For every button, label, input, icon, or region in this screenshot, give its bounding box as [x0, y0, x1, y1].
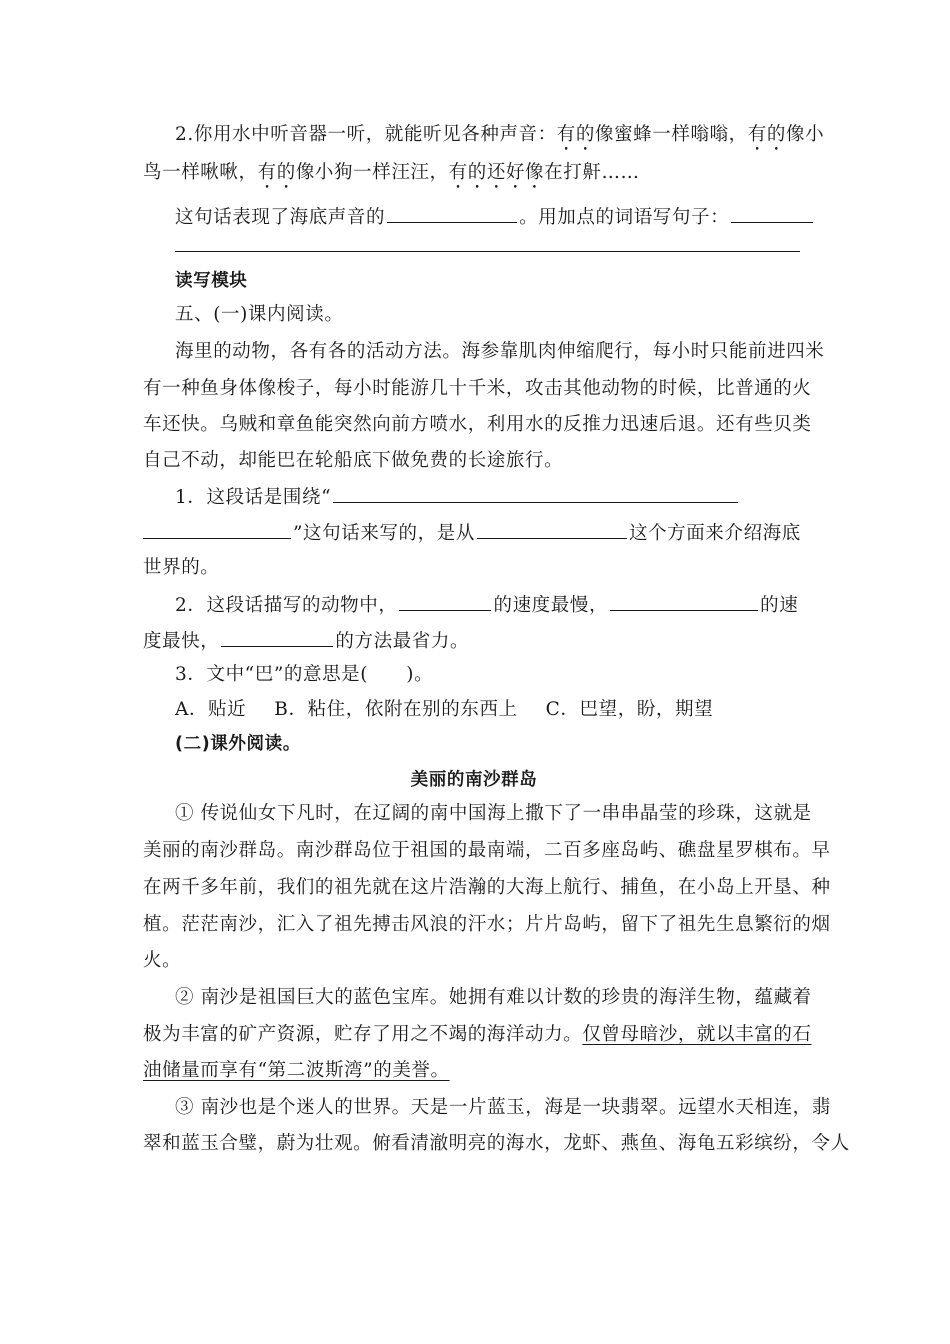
- passage1-line: 有一种鱼身体像梭子，每小时能游几十千米，攻击其他动物的时候，比普通的火: [143, 378, 812, 399]
- answer-blank[interactable]: [387, 203, 517, 223]
- dotted-word: 有的: [448, 162, 487, 183]
- p1-question-2-cont: 度最快， 的方法最省力。: [143, 627, 813, 655]
- section-title: 读写模块: [175, 271, 248, 291]
- answer-blank[interactable]: [143, 519, 291, 539]
- para2-line: [143, 1058, 813, 1084]
- para1-line: 在两千多年前，我们的祖先就在这片浩瀚的大海上航行、捕鱼，在小岛上开垦、种: [143, 877, 831, 898]
- passage1-line: 车还快。乌贼和章鱼能突然向前方喷水，利用水的反推力迅速后退。还有些贝类: [143, 414, 812, 435]
- answer-blank[interactable]: [610, 591, 758, 611]
- answer-line[interactable]: [175, 251, 800, 252]
- option-c[interactable]: C．巴望，盼，期望: [545, 699, 714, 720]
- dotted-word: 有的: [556, 124, 595, 145]
- article-title: 美丽的南沙群岛: [410, 770, 538, 790]
- answer-blank[interactable]: [221, 627, 333, 647]
- q2-line-1: 2.你用水中听音器一听，就能听见各种声音：有的像蜜蜂一样嗡嗡，有的像小: [175, 124, 825, 145]
- p1-question-3: 3．文中“巴”的意思是( )。: [175, 664, 434, 685]
- para1-line: ① 传说仙女下凡时，在辽阔的南中国海上撒下了一串串晶莹的珍珠，这就是: [175, 803, 812, 824]
- passage1-line: 自己不动，却能巴在轮船底下做免费的长途旅行。: [143, 450, 564, 471]
- dotted-word: 有的: [257, 162, 296, 183]
- answer-blank[interactable]: [399, 591, 491, 611]
- underlined-sentence: 油储量而享有“第二波斯湾”的美誉。: [143, 1060, 450, 1081]
- para3-line: ③ 南沙也是个迷人的世界。天是一片蓝玉，海是一块翡翠。远望水天相连，翡: [175, 1097, 831, 1118]
- q2-line-3: 这句话表现了海底声音的 。用加点的词语写句子：: [175, 203, 845, 231]
- p1-question-1-end: 世界的。: [143, 557, 220, 578]
- para1-line: 植。茫茫南沙，汇入了祖先搏击风浪的汗水；片片岛屿，留下了祖先生息繁衍的烟: [143, 914, 831, 935]
- p1-question-2: 2．这段话描写的动物中， 的速度最慢， 的速: [175, 591, 845, 619]
- p1-question-3-options: [175, 697, 845, 723]
- answer-blank[interactable]: [731, 203, 813, 223]
- underlined-sentence: 仅曾母暗沙，就以丰富的石: [582, 1024, 812, 1045]
- section-5-title: 五、(一)课内阅读。: [175, 304, 344, 325]
- option-b[interactable]: B．粘住，依附在别的东西上: [274, 699, 518, 720]
- outside-reading-title: (二)课外阅读。: [175, 734, 301, 754]
- answer-blank[interactable]: [333, 483, 738, 503]
- passage1-line: 海里的动物，各有各的活动方法。海参靠肌肉伸缩爬行，每小时只能前进四米: [175, 341, 825, 362]
- dotted-word: 还好像: [486, 162, 545, 183]
- p1-question-1-cont: ”这句话来写的，是从 这个方面来介绍海底: [143, 519, 813, 547]
- dotted-word: 有的: [747, 124, 786, 145]
- p1-question-1: 1．这段话是围绕“: [175, 483, 845, 511]
- para3-line: 翠和蓝玉合璧，蔚为壮观。俯看清澈明亮的海水，龙虾、燕鱼、海龟五彩缤纷，令人: [143, 1133, 850, 1154]
- para1-line: 美丽的南沙群岛。南沙群岛位于祖国的最南端，二百多座岛屿、礁盘星罗棋布。早: [143, 840, 831, 861]
- q2-line-2: 鸟一样啾啾，有的像小狗一样汪汪，有的还好像在打鼾……: [143, 162, 640, 183]
- para2-line: 极为丰富的矿产资源，贮存了用之不竭的海洋动力。仅曾母暗沙，就以丰富的石: [143, 1024, 812, 1045]
- para2-line: ② 南沙是祖国巨大的蓝色宝库。她拥有难以计数的珍贵的海洋生物，蕴藏着: [175, 987, 812, 1008]
- option-a[interactable]: A．贴近: [175, 699, 247, 720]
- para1-line: 火。: [143, 950, 182, 971]
- answer-blank[interactable]: [477, 519, 627, 539]
